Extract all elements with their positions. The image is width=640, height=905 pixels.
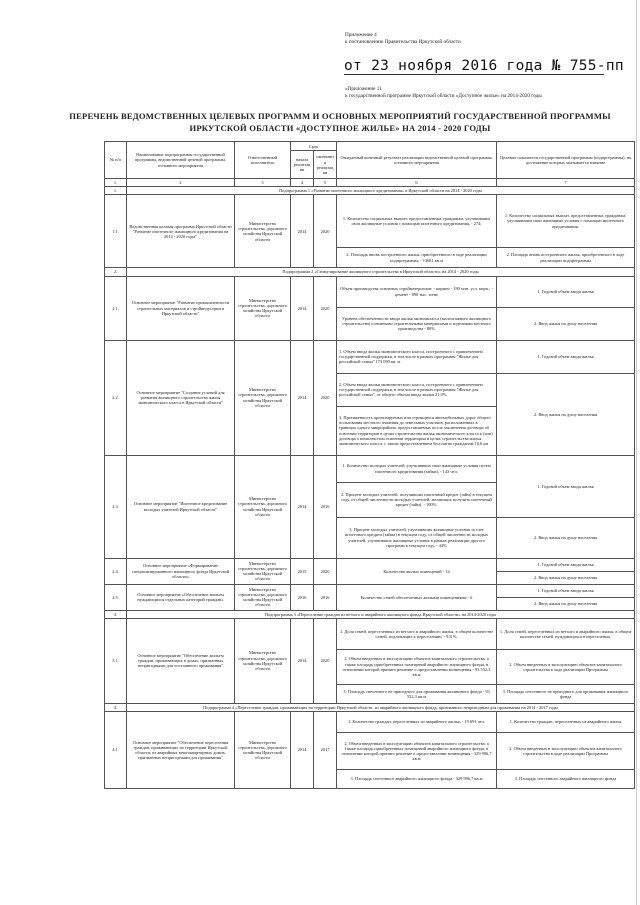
row-end: 2020 (314, 276, 337, 340)
row-name: Основное мероприятие "Ипотечное кредитование молодых учителей Иркутской области" (127, 455, 235, 558)
table-row (105, 276, 635, 307)
appendix-resolution: к постановлению Правительства Иркутской области (345, 39, 461, 45)
col-number: 3 (235, 179, 291, 187)
row-start: 2016 (291, 584, 314, 610)
row-start: 2014 (291, 276, 314, 340)
row-indicator: 1. Количество граждан, переселенных из аварийного жилья (497, 712, 635, 733)
row-num: 2.4. (105, 558, 127, 584)
row-indicator: 2. Ввод жилья на душу населения (497, 517, 635, 558)
row-indicator: 2. Ввод жилья на душу населения (497, 307, 635, 340)
document-title: ПЕРЕЧЕНЬ ВЕДОМСТВЕННЫХ ЦЕЛЕВЫХ ПРОГРАММ И ОСНОВНЫХ МЕРОПРИЯТИЙ ГОСУДАРСТВЕННОЙ ПРОГРАММЫ (69, 111, 611, 121)
row-num: 2.2. (105, 340, 127, 455)
row-indicator: 2. Ввод жилья на душу населения (497, 597, 635, 610)
row-result: 3. Площадь снесенного не пригодного для проживания жилищного фонда - 93 552,3 кв.м (337, 684, 497, 703)
row-exec: Министерство строительства, дорожного хозяйства Иркутской области (235, 340, 291, 455)
row-num: 4. (105, 703, 127, 711)
appendix-label: Приложение 4 (345, 32, 377, 38)
subprogram-title: Подпрограмма 3 «Переселение граждан из ветхого и аварийного жилищного фонда Иркутской области» на 2014-2020 годы (127, 610, 635, 618)
row-end: 2020 (314, 618, 337, 703)
header-indicators: Целевые показатели государственной программы (подпрограммы), на достижение которых оказывается влияние (497, 142, 635, 179)
row-indicator: 1. Годовой объем ввода жилья (497, 584, 635, 597)
row-start: 2014 (291, 455, 314, 558)
row-result: 3. Протяженность проектируемых или строящихся автомобильных дорог общего пользования местного значения до земельных участков, расположенных в границах одного микрорайона, предоставляемых после заключения договора об освоении территории в целях строительства жилья экономического класса к (или) договора о комплексном освоении территории в целях строительства жилья экономического класса, с таким предоставлением бесплатно гражданам 10,6 км (337, 406, 497, 455)
row-end: 2020 (314, 558, 337, 584)
table-header-row (105, 142, 635, 151)
row-exec: Министерство строительства, дорожного хозяйства Иркутской области (235, 584, 291, 610)
row-result: 3. Процент молодых учителей, улучшивших жилищные условия за счет ипотечного кредита (займа) в текущем году, от общей численности молодых учителей, улучшивших жилищные условия в рамках реализации другого программ в текущем году, - 44% (337, 517, 497, 558)
row-result: Уровень обеспеченности ввода жилья экономкласса (малоэтажного жилищного строительства) основными строительными материалами и изделиями местного производства - 80% (337, 307, 497, 340)
row-num: 2.3. (105, 455, 127, 558)
col-number: 4 (291, 179, 314, 187)
row-start: 2014 (291, 712, 314, 789)
subprogram-title: Подпрограмма 1 «Развитие ипотечного жилищного кредитования» в Иркутской области на 2014 - 2020 годы (127, 187, 635, 195)
row-result: Количество жилых помещений - 14 (337, 558, 497, 584)
col-number: 2 (127, 179, 235, 187)
row-result: 2. Объем введенных в эксплуатацию объектов капитального строительства, а также площадь приобретенных помещений аварийного жилищного фонда, в отношении которой принято решение о предоставлении возмещения - 329 996,7 кв.м (337, 733, 497, 770)
row-name: Основное мероприятие "Обеспечение переселения граждан, проживающих на территории Иркутской области, из аварийных многоквартирных домов, признанных непригодными для проживания" (127, 712, 235, 789)
subprogram-title: Подпрограмма 4 «Переселение граждан, проживающих на территории Иркутской области, из аварийного жилищного фонда, признанного непригодным для проживания на 2014 - 2017 годы (127, 703, 635, 711)
row-exec: Министерство строительства, дорожного хозяйства Иркутской области (235, 712, 291, 789)
table-row (105, 712, 635, 733)
column-numbers-row (105, 179, 635, 187)
col-number: 1. (105, 179, 127, 187)
row-exec: Министерство строительства, дорожного хозяйства Иркутской области (235, 455, 291, 558)
row-name: Ведомственная целевая программа Иркутской области "Развитие ипотечного жилищного кредитования на 2014 - 2020 годы" (127, 195, 235, 268)
programs-table (104, 141, 635, 789)
row-indicator: 2. Ввод жилья на душу населения (497, 571, 635, 584)
header-num: № п/п (105, 142, 127, 179)
row-start: 2015 (291, 558, 314, 584)
row-start: 2014 (291, 618, 314, 703)
row-num: 3.1. (105, 618, 127, 703)
row-indicator: 1. Доля семей, переселенных из ветхого и аварийного жилья, в общем количестве семей, нуждающихся в переселении. (497, 618, 635, 649)
row-result: 2. Объем введенных в эксплуатацию объектов капитального строительства, а также площадь приобретенных помещений аварийного жилищного фонда, в отношении которой принято решение о предоставлении возмещения - 93 552,3 кв.м (337, 649, 497, 684)
subprogram-row (105, 187, 635, 195)
header-exec: Ответственный исполнитель (235, 142, 291, 179)
col-number: 5 (314, 179, 337, 187)
header-start: начала реализации (291, 151, 314, 179)
header-end: окончания реализации (314, 151, 337, 179)
row-end: 2016 (314, 455, 337, 558)
date-stamp: от 23 ноября 2016 года № 755-пп (344, 58, 624, 74)
col-number: 6 (337, 179, 497, 187)
appendix-11-label: «Приложение 11 (345, 86, 382, 92)
row-indicator: 1. Годовой объем ввода жилья (497, 340, 635, 373)
header-term: Срок (291, 142, 337, 151)
row-start: 2014 (291, 195, 314, 268)
table-row (105, 195, 635, 247)
row-end: 2017 (314, 712, 337, 789)
table-row (105, 558, 635, 571)
row-indicator: 1. Количество социальных выплат, предоставленных гражданам, улучшившим свои жилищные условия с помощью ипотечного кредитования. (497, 195, 635, 247)
row-result: 1. Количество социальных выплат, предоставленных гражданам, улучшившим свои жилищные условия с помощью ипотечного кредитования, - 274; (337, 195, 497, 247)
row-indicator: 2. Площадь вновь построенного жилья, приобретенного в ходе реализации подпрограммы (497, 247, 635, 268)
row-result: 1. Количество молодых учителей, улучшивших свои жилищные условия путем ипотечного кредитования (займа), - 143 чел. (337, 455, 497, 482)
row-indicator: 2. Ввод жилья на душу населения (497, 373, 635, 455)
table-row (105, 455, 635, 482)
row-result: 2. Площадь вновь построенного жилья, приобретенного в ходе реализации подпрограммы, - 13681 кв.м (337, 247, 497, 268)
row-num: 3. (105, 610, 127, 618)
row-end: 2016 (314, 584, 337, 610)
stamp-underline (344, 74, 604, 75)
subprogram-title: Подпрограмма 2 «Стимулирование жилищного строительства в Иркутской области» на 2014 - 2020 годы (127, 268, 635, 276)
row-result: Количество семей обеспеченных жилыми помещениями - 6 (337, 584, 497, 610)
row-indicator: 2. Объем введенных в эксплуатацию объектов капитального строительства в ходе реализации Программы (497, 649, 635, 684)
row-num: 2.5. (105, 584, 127, 610)
header-name: Наименование подпрограммы государственной программы, ведомственной целевой программы, основного мероприятия (127, 142, 235, 179)
row-indicator: 2. Объем введенных в эксплуатацию объектов капитального строительства в ходе реализации Программы (497, 733, 635, 770)
row-indicator: 3. Площадь снесенного не пригодного для проживания жилищного фонда (497, 684, 635, 703)
appendix-11-program: к государственной программе Иркутской области «Доступное жилье» на 2014-2020 годы (345, 93, 542, 99)
row-start: 2014 (291, 340, 314, 455)
row-exec: Министерство строительства, дорожного хозяйства Иркутской области (235, 558, 291, 584)
col-number: 7 (497, 179, 635, 187)
header-result: Ожидаемый конечный результат реализации ведомственной целевой программы, основного мероприятия (337, 142, 497, 179)
table-row (105, 584, 635, 597)
row-exec: Министерство строительства, дорожного хозяйства Иркутской области (235, 195, 291, 268)
row-indicator: 1. Годовой объем ввода жилья (497, 276, 635, 307)
subprogram-row (105, 610, 635, 618)
row-num: 2.1. (105, 276, 127, 340)
row-name: Основное мероприятие «Формирование специализированного жилищного фонда Иркутской области» (127, 558, 235, 584)
scan-edge-line (636, 0, 637, 905)
row-result: 3. Площадь снесенного аварийного жилищного фонда - 329 996,7 кв.м (337, 770, 497, 789)
row-num: 1.1. (105, 195, 127, 268)
row-end: 2020 (314, 195, 337, 268)
row-num: 4.1. (105, 712, 127, 789)
row-num: 2. (105, 268, 127, 276)
row-indicator: 1. Годовой объем ввода жилья (497, 455, 635, 517)
row-name: Основное мероприятие "Обеспечение жильем граждан, проживающих в домах, признанных непригодными для постоянного проживания" (127, 618, 235, 703)
table-row (105, 340, 635, 373)
document-subtitle: ИРКУТСКОЙ ОБЛАСТИ «ДОСТУПНОЕ ЖИЛЬЕ» НА 2014 - 2020 ГОДЫ (189, 123, 491, 133)
row-result: 1. Доля семей, переселенных из ветхого и аварийного жилья, в общем количестве семей, подлежащих к переселению, - 9,8 %. (337, 618, 497, 649)
row-num: 1. (105, 187, 127, 195)
subprogram-row (105, 268, 635, 276)
table-row (105, 618, 635, 649)
row-name: Основное мероприятие «Обеспечение жильем нуждающихся отдельных категорий граждан» (127, 584, 235, 610)
row-indicator: 1. Годовой объем ввода жилья (497, 558, 635, 571)
subprogram-row (105, 703, 635, 711)
row-result: 2. Объем ввода жилья экономического класса, построенного с привлечением государственной поддержки, в том числе в рамках программы "Жилье для российской семьи", от общего объема ввода жилья 21,9%. (337, 373, 497, 406)
row-result: 1. Количество граждан, переселенных из аварийного жилья, - 19 691 чел. (337, 712, 497, 733)
row-name: Основное мероприятие "Создание условий для развития жилищного строительства жилья экономического класса в Иркутской области" (127, 340, 235, 455)
row-exec: Министерство строительства, дорожного хозяйства Иркутской области (235, 276, 291, 340)
row-result: 1. Объем ввода жилья экономического класса, построенного с привлечением государственной поддержки, в том числе в рамках программы "Жилье для российской семьи" 173 090 кв. м. (337, 340, 497, 373)
row-indicator: 3. Площадь снесенного аварийного жилищного фонда (497, 770, 635, 789)
row-result: Объем производства основных стройматериалов: - кирпич - 190 млн. усл. кирп.; - цемент - 890 тыс. тонн; (337, 276, 497, 307)
row-result: 2. Процент молодых учителей, получивших ипотечный кредит (займ) в текущем году, от общей численности молодых учителей, желающих получить ипотечный кредит (займ), - 100%. (337, 482, 497, 517)
row-exec: Министерство строительства, дорожного хозяйства Иркутской области (235, 618, 291, 703)
row-end: 2020 (314, 340, 337, 455)
row-name: Основное мероприятие "Развитие промышленности строительных материалов и стройиндустрии в Иркутской области" (127, 276, 235, 340)
